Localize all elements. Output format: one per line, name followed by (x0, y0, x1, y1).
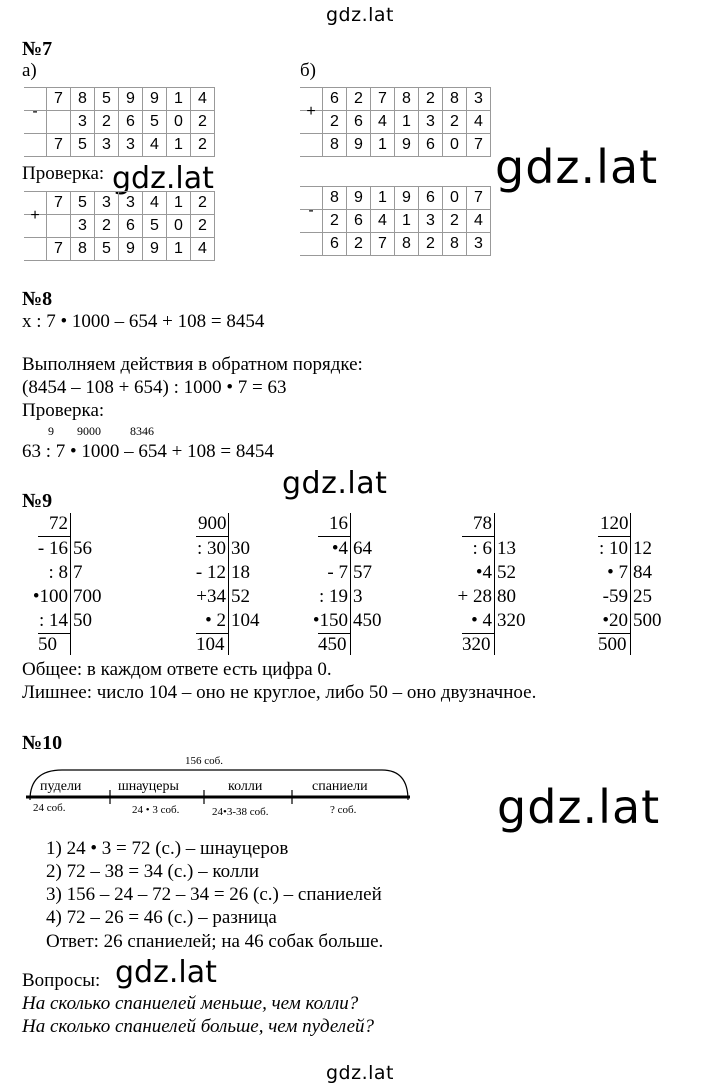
digit-cell: 7 (47, 88, 71, 111)
chain-value: 64 (353, 538, 372, 559)
chain-start: 16 (329, 513, 348, 534)
intermediate-value: 9 (48, 424, 54, 438)
chain-operation: • 4 (471, 610, 492, 631)
questions-label: Вопросы: (22, 970, 101, 991)
watermark-small: gdz.lat (112, 161, 214, 196)
digit-cell: 8 (323, 187, 347, 210)
part-b-label: б) (300, 60, 316, 81)
digit-cell: 2 (443, 210, 467, 233)
chain-operation: -59 (602, 586, 628, 607)
digit-cell: 2 (443, 111, 467, 134)
digit-cell: 9 (143, 88, 167, 111)
segment-spaniels: спаниели (312, 779, 368, 794)
digit-cell: 1 (167, 192, 191, 215)
check-label: Проверка: (22, 400, 105, 421)
sublabel-spaniels: ? соб. (330, 804, 357, 816)
part-a-label: а) (22, 60, 37, 81)
digit-cell: 8 (71, 238, 95, 261)
operator-cell (300, 233, 323, 256)
digit-cell: 8 (443, 233, 467, 256)
check-equation: 63 : 7 • 1000 – 654 + 108 = 8454 (22, 441, 274, 462)
chain-start: 72 (49, 513, 68, 534)
segment-schnauzers: шнауцеры (118, 779, 179, 794)
underline (462, 536, 494, 537)
chain-value: 50 (73, 610, 92, 631)
divider-line (228, 513, 229, 655)
digit-cell: 5 (143, 215, 167, 238)
chain-operation: : 8 (48, 562, 68, 583)
solution-step: 3) 156 – 24 – 72 – 34 = 26 (с.) – спаниелей (46, 884, 382, 905)
common-text: Общее: в каждом ответе есть цифра 0. (22, 659, 332, 680)
digit-cell: 4 (467, 111, 491, 134)
divider-line (494, 513, 495, 655)
digit-cell: 7 (47, 238, 71, 261)
chain-value: 84 (633, 562, 652, 583)
answer-text: Ответ: 26 спаниелей; на 46 собак больше. (46, 931, 384, 952)
chain-operation: + 28 (457, 586, 492, 607)
sublabel-collies: 24•3-38 соб. (212, 806, 269, 818)
digit-cell: 4 (143, 134, 167, 157)
chain-value: 12 (633, 538, 652, 559)
watermark-bottom: gdz.lat (325, 1062, 394, 1084)
digit-cell: 1 (395, 210, 419, 233)
digit-cell: 0 (167, 215, 191, 238)
divider-line (350, 513, 351, 655)
operator-cell (24, 238, 47, 261)
digit-cell: 5 (95, 238, 119, 261)
digit-cell (47, 111, 71, 134)
operator-cell: + (24, 203, 47, 226)
addition-grid-b (300, 87, 491, 157)
chain-value: 80 (497, 586, 516, 607)
chain-value: 3 (353, 586, 363, 607)
digit-cell: 9 (143, 238, 167, 261)
digit-cell: 3 (419, 210, 443, 233)
chain-value: 13 (497, 538, 516, 559)
sublabel-poodles: 24 соб. (33, 802, 66, 814)
digit-cell: 0 (167, 111, 191, 134)
operator-cell: + (300, 99, 323, 122)
chain-operation: •150 (312, 610, 348, 631)
digit-cell: 9 (395, 187, 419, 210)
operator-cell: - (300, 198, 323, 221)
operator-cell (24, 134, 47, 157)
solution-step: 2) 72 – 38 = 34 (с.) – колли (46, 861, 260, 882)
digit-cell: 1 (371, 187, 395, 210)
chain-operation: : 6 (472, 538, 492, 559)
chain-start: 900 (198, 513, 227, 534)
question-1: На сколько спаниелей меньше, чем колли? (22, 993, 359, 1014)
digit-cell: 2 (191, 134, 215, 157)
digit-cell: 2 (419, 88, 443, 111)
digit-cell: 9 (119, 88, 143, 111)
chain-operation: : 19 (318, 586, 348, 607)
digit-cell: 2 (419, 233, 443, 256)
chain-value: 104 (231, 610, 260, 631)
operator-cell: - (24, 99, 47, 122)
chain-value: 18 (231, 562, 250, 583)
digit-cell: 1 (167, 88, 191, 111)
digit-cell: 5 (71, 192, 95, 215)
digit-cell: 6 (119, 111, 143, 134)
solution-step: 4) 72 – 26 = 46 (с.) – разница (46, 907, 277, 928)
question-2: На сколько спаниелей больше, чем пуделей? (22, 1016, 375, 1037)
digit-cell: 3 (119, 134, 143, 157)
digit-cell: 2 (323, 111, 347, 134)
reverse-equation: (8454 – 108 + 654) : 1000 • 7 = 63 (22, 377, 287, 398)
extra-text: Лишнее: число 104 – оно не круглое, либо 50 – оно двузначное. (22, 682, 537, 703)
digit-cell: 5 (95, 88, 119, 111)
check-label: Проверка: (22, 163, 105, 184)
chain-start: 120 (600, 513, 629, 534)
digit-cell: 1 (167, 238, 191, 261)
digit-cell: 5 (143, 111, 167, 134)
task-10-heading: №10 (22, 732, 63, 754)
digit-cell: 4 (143, 192, 167, 215)
digit-cell: 1 (395, 111, 419, 134)
watermark-big: gdz.lat (497, 780, 661, 834)
chain-operation: •4 (331, 538, 348, 559)
digit-cell: 3 (119, 192, 143, 215)
digit-cell: 0 (443, 134, 467, 157)
chain-value: 52 (231, 586, 250, 607)
digit-cell: 8 (443, 88, 467, 111)
digit-cell: 4 (371, 210, 395, 233)
chain-result: 320 (462, 634, 491, 655)
digit-cell: 4 (191, 238, 215, 261)
watermark-big: gdz.lat (495, 140, 659, 194)
digit-cell: 3 (95, 192, 119, 215)
digit-cell: 2 (347, 233, 371, 256)
chain-value: 52 (497, 562, 516, 583)
digit-cell: 2 (95, 111, 119, 134)
chain-value: 450 (353, 610, 382, 631)
digit-cell: 6 (119, 215, 143, 238)
digit-cell: 8 (395, 88, 419, 111)
digit-cell: 2 (191, 215, 215, 238)
underline (38, 536, 70, 537)
chain-operation: - 12 (195, 562, 226, 583)
chain-operation: •100 (32, 586, 68, 607)
digit-cell: 2 (191, 111, 215, 134)
chain-value: 500 (633, 610, 662, 631)
digit-cell: 4 (371, 111, 395, 134)
underline (196, 536, 228, 537)
digit-cell: 3 (71, 111, 95, 134)
total-label: 156 соб. (185, 755, 223, 767)
chain-result: 450 (318, 634, 347, 655)
digit-cell: 9 (347, 134, 371, 157)
digit-cell: 7 (371, 233, 395, 256)
chain-result: 50 (38, 634, 57, 655)
segment-collies: колли (228, 779, 263, 794)
check-grid-b (300, 186, 491, 256)
digit-cell: 3 (419, 111, 443, 134)
digit-cell: 7 (371, 88, 395, 111)
underline (318, 536, 350, 537)
digit-cell (47, 215, 71, 238)
digit-cell: 2 (191, 192, 215, 215)
digit-cell: 6 (323, 233, 347, 256)
chain-value: 57 (353, 562, 372, 583)
digit-cell: 6 (323, 88, 347, 111)
chain-value: 320 (497, 610, 526, 631)
digit-cell: 7 (467, 187, 491, 210)
chain-operation: • 2 (205, 610, 226, 631)
text-line: Выполняем действия в обратном порядке: (22, 354, 363, 375)
digit-cell: 7 (47, 192, 71, 215)
digit-cell: 2 (323, 210, 347, 233)
watermark-mid: gdz.lat (282, 466, 388, 501)
task-8-heading: №8 (22, 288, 53, 310)
digit-cell: 9 (395, 134, 419, 157)
chain-result: 500 (598, 634, 627, 655)
chain-value: 7 (73, 562, 83, 583)
chain-operation: : 14 (38, 610, 68, 631)
digit-cell: 5 (71, 134, 95, 157)
digit-cell: 0 (443, 187, 467, 210)
digit-cell: 9 (347, 187, 371, 210)
chain-operation: - 16 (37, 538, 68, 559)
check-grid-a (24, 191, 215, 261)
intermediate-value: 9000 (77, 424, 101, 438)
divider-line (70, 513, 71, 655)
digit-cell: 6 (419, 187, 443, 210)
digit-cell: 1 (371, 134, 395, 157)
operator-cell (300, 134, 323, 157)
underline (598, 536, 630, 537)
chain-value: 25 (633, 586, 652, 607)
chain-operation: +34 (196, 586, 226, 607)
digit-cell: 4 (191, 88, 215, 111)
digit-cell: 8 (395, 233, 419, 256)
chain-operation: - 7 (327, 562, 348, 583)
digit-cell: 3 (467, 233, 491, 256)
digit-cell: 3 (467, 88, 491, 111)
chain-operation: •20 (602, 610, 628, 631)
chain-result: 104 (196, 634, 225, 655)
watermark-small: gdz.lat (115, 955, 217, 990)
chain-operation: • 7 (607, 562, 628, 583)
digit-cell: 2 (347, 88, 371, 111)
chain-operation: : 10 (598, 538, 628, 559)
digit-cell: 7 (47, 134, 71, 157)
chain-start: 78 (473, 513, 492, 534)
intermediate-value: 8346 (130, 424, 154, 438)
digit-cell: 1 (167, 134, 191, 157)
segment-poodles: пудели (40, 779, 82, 794)
digit-cell: 7 (467, 134, 491, 157)
digit-cell: 6 (419, 134, 443, 157)
digit-cell: 4 (467, 210, 491, 233)
digit-cell: 9 (119, 238, 143, 261)
chain-value: 30 (231, 538, 250, 559)
subtraction-grid-a (24, 87, 215, 157)
chain-operation: •4 (475, 562, 492, 583)
watermark-top: gdz.lat (325, 4, 394, 26)
chain-value: 56 (73, 538, 92, 559)
divider-line (630, 513, 631, 655)
sublabel-schnauzers: 24 • 3 соб. (132, 804, 180, 816)
digit-cell: 3 (95, 134, 119, 157)
task-9-heading: №9 (22, 490, 53, 512)
task-7-heading: №7 (22, 38, 53, 60)
digit-cell: 8 (323, 134, 347, 157)
digit-cell: 8 (71, 88, 95, 111)
chain-operation: : 30 (196, 538, 226, 559)
digit-cell: 6 (347, 111, 371, 134)
chain-value: 700 (73, 586, 102, 607)
equation: x : 7 • 1000 – 654 + 108 = 8454 (22, 311, 265, 332)
solution-step: 1) 24 • 3 = 72 (с.) – шнауцеров (46, 838, 289, 859)
digit-cell: 3 (71, 215, 95, 238)
digit-cell: 6 (347, 210, 371, 233)
digit-cell: 2 (95, 215, 119, 238)
